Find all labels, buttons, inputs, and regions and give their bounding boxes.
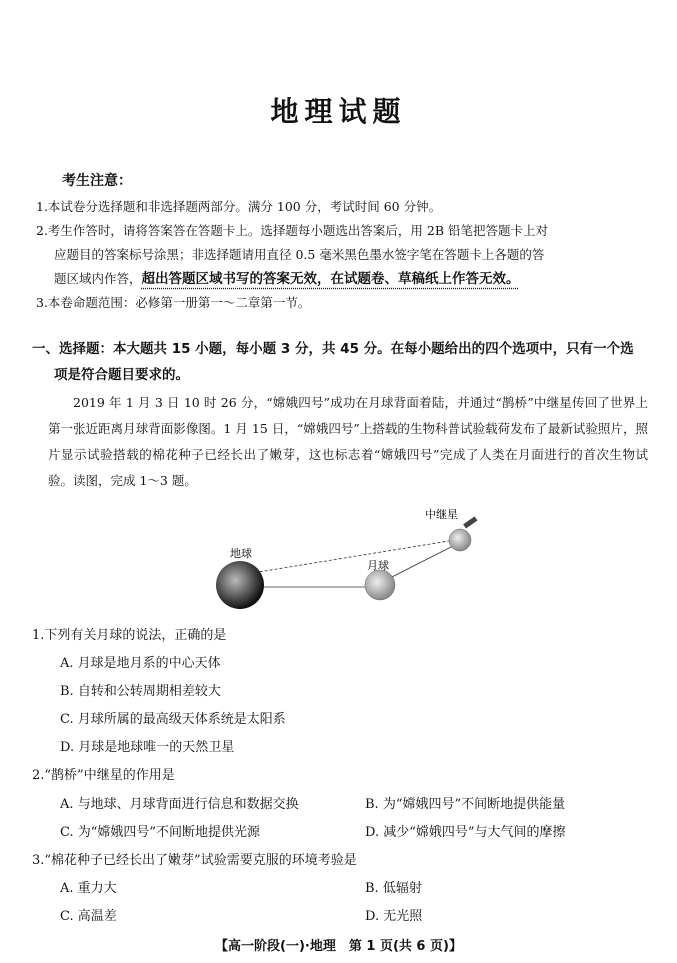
- passage: 2019 年 1 月 3 日 10 时 26 分，“嫦娥四号”成功在月球背面着陆，并通过“鹊桥”中继星传回了世界上第一张近距离月球背面影像图。1 月 15 日，“嫦娥四号”上搭载的生物科普试验载荷发布了最新试验照片，照片显示试验搭载的棉花种子已经长出了嫩芽，这也标志着“嫦娥四号”完成了人类在月面进行的首次生物试验。读图，完成 1～3 题。: [48, 395, 648, 488]
- q1-option-c: C. 月球所属的最高级天体系统是太阳系: [60, 712, 286, 727]
- notice-item-2-line-3: [36, 267, 646, 291]
- notice-heading: 考生注意：: [62, 173, 132, 189]
- section-header: [32, 336, 652, 388]
- q2-option-c: C. 为“嫦娥四号”不间断地提供光源: [60, 825, 261, 840]
- q2-option-b: B. 为“嫦娥四号”不间断地提供能量: [365, 797, 566, 812]
- question-2-stem: 2.“鹊桥”中继星的作用是: [32, 768, 175, 783]
- q1-option-a: A. 月球是地月系的中心天体: [60, 656, 221, 671]
- page-title: 地理试题: [270, 95, 407, 128]
- moon-icon: [365, 570, 395, 600]
- section-line-1: 一、选择题：本大题共 15 小题，每小题 3 分，共 45 分。在每小题给出的四个选项中，只有一个选: [32, 341, 634, 357]
- question-3-stem: 3.“棉花种子已经长出了嫩芽”试验需要克服的环境考验是: [32, 853, 357, 868]
- satellite-panel-icon: [463, 516, 477, 528]
- q3-option-d: D. 无光照: [365, 909, 423, 924]
- notice-item-3: 3.本卷命题范围：必修第一册第一～二章第一节。: [36, 295, 311, 310]
- notice-item-1: 1.本试卷分选择题和非选择题两部分。满分 100 分，考试时间 60 分钟。: [36, 199, 442, 214]
- relay-satellite-icon: [449, 529, 471, 551]
- earth-relay-link: [240, 540, 455, 575]
- section-line-2: 项是符合题目要求的。: [54, 367, 189, 383]
- earth-icon: [216, 561, 264, 609]
- page-footer: 【高一阶段(一)·地理 第 1 页(共 6 页)】: [215, 939, 462, 954]
- notice-item-2-line-3a: 题区域内作答，: [54, 271, 142, 286]
- notice-emphasis: 超出答题区域书写的答案无效，在试题卷、草稿纸上作答无效。: [141, 271, 520, 287]
- notice-item-2-line-2: 应题目的答案标号涂黑；非选择题请用直径 0.5 毫米黑色墨水签字笔在答题卡上各题的答: [54, 247, 545, 262]
- q3-option-a: A. 重力大: [60, 881, 117, 896]
- notice-item-2-line-1: 2.考生作答时，请将答案答在答题卡上。选择题每小题选出答案后，用 2B 铅笔把答题卡上对: [36, 223, 549, 238]
- q3-option-b: B. 低辐射: [365, 881, 422, 896]
- q1-option-d: D. 月球是地球唯一的天然卫星: [60, 740, 235, 755]
- relay-label: 中继星: [425, 508, 458, 521]
- q2-option-d: D. 减少“嫦娥四号”与大气间的摩擦: [365, 825, 566, 840]
- earth-label: 地球: [230, 547, 252, 560]
- moon-label: 月球: [367, 559, 389, 572]
- q3-option-c: C. 高温差: [60, 909, 117, 924]
- q1-option-b: B. 自转和公转周期相差较大: [60, 684, 221, 699]
- earth-moon-relay-figure: [205, 505, 490, 610]
- notice-block: [36, 195, 646, 315]
- q2-option-a: A. 与地球、月球背面进行信息和数据交换: [60, 797, 299, 812]
- question-1-stem: 1.下列有关月球的说法，正确的是: [32, 628, 227, 643]
